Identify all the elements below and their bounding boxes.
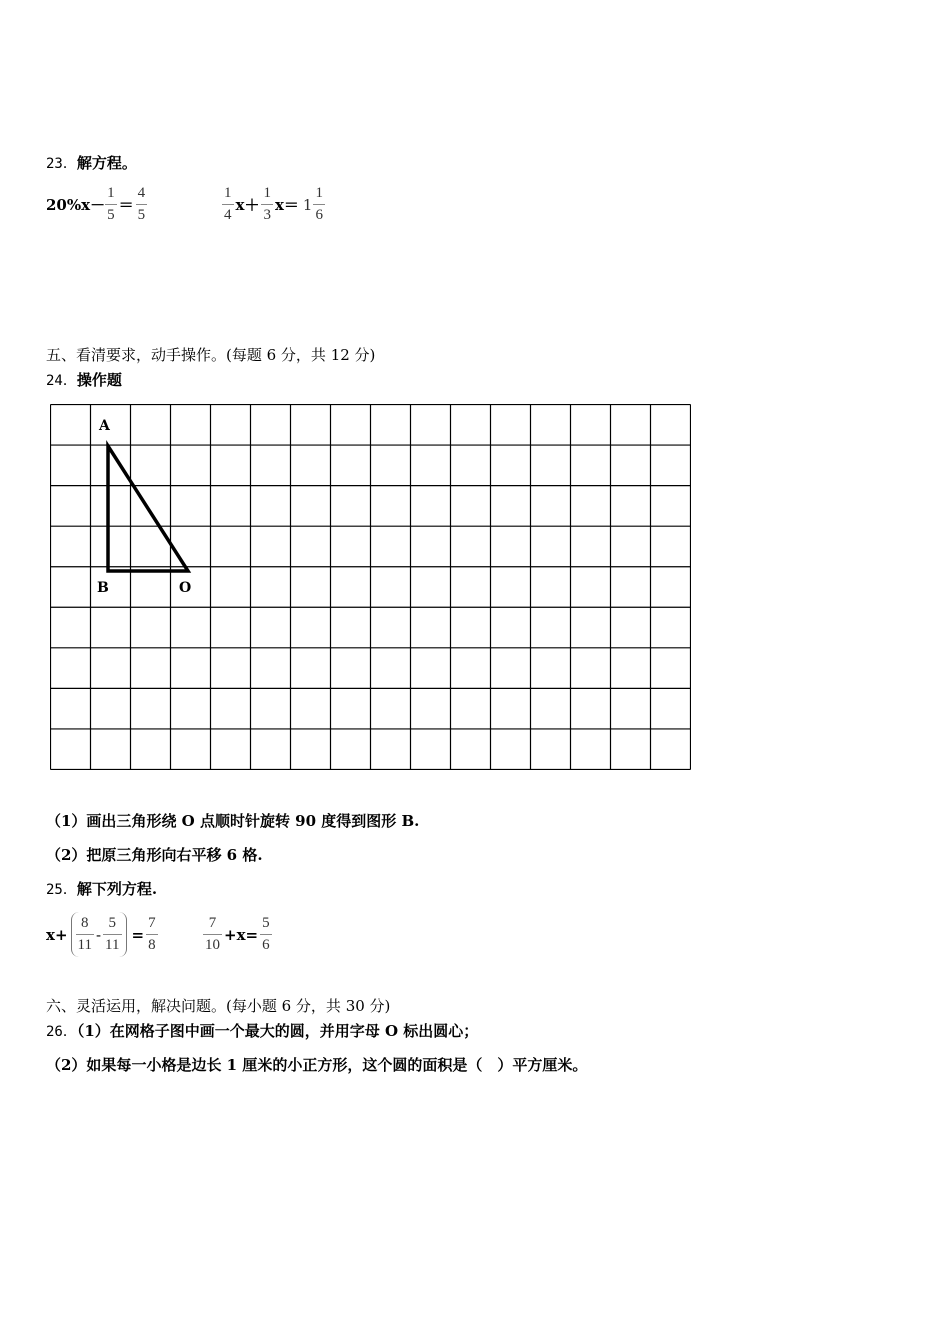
q23-eq1-prefix: 20%x－ [46, 196, 106, 214]
q26-number: 26． [46, 1024, 77, 1040]
q25-eq1-fraction-1: $\frac{8}{11}$ [77, 915, 92, 953]
q25-eq2-mid: +x= [224, 925, 259, 944]
q25-equation-1 [46, 912, 158, 957]
q23-eq2-fraction-1: $\frac{1}{4}$ [224, 185, 232, 223]
q25-eq1-parentheses [71, 912, 127, 957]
q25-eq2-fraction-1: $\frac{7}{10}$ [205, 915, 220, 953]
q24-part-1: （1）画出三角形绕 O 点顺时针旋转 90 度得到图形 B. [46, 812, 420, 830]
triangle-abo [108, 446, 188, 571]
q24-title: 操作题 [76, 371, 122, 389]
label-a: A [99, 418, 110, 434]
q25-eq1-minus: - [95, 925, 102, 944]
q25-eq1-fraction-2: $\frac{5}{11}$ [105, 915, 120, 953]
q23-eq1-fraction-1: $\frac{1}{5}$ [107, 185, 115, 223]
q23-eq2-fraction-2: $\frac{1}{3}$ [263, 185, 271, 223]
q23-equation-2 [222, 186, 325, 223]
q25-eq1-prefix: x+ [46, 925, 68, 944]
q25-heading [46, 878, 157, 899]
q23-heading [46, 152, 137, 173]
q23-eq2-fraction-3: $\frac{1}{6}$ [315, 185, 323, 223]
q23-eq1-equals: ＝ [118, 196, 134, 214]
q25-equation-2 [203, 916, 272, 953]
q23-title: 解方程。 [76, 154, 137, 172]
q23-eq2-mid-2: x＝ [274, 196, 299, 214]
q23-eq2-mid-1: x＋ [235, 196, 260, 214]
q24-grid-figure [50, 404, 691, 770]
q26-line-1 [46, 1020, 478, 1041]
q24-heading [46, 369, 122, 390]
q25-eq1-fraction-3: $\frac{7}{8}$ [148, 915, 156, 953]
q24-grid-svg [50, 404, 691, 770]
q24-part-2: （2）把原三角形向右平移 6 格. [46, 846, 263, 864]
q25-title: 解下列方程. [76, 880, 158, 898]
q23-number: 23． [46, 156, 77, 172]
q25-eq1-equals: = [131, 925, 145, 944]
q26-part-2: （2）如果每一小格是边长 1 厘米的小正方形，这个圆的面积是（ ）平方厘米。 [46, 1056, 588, 1074]
q23-equation-1 [46, 186, 147, 223]
label-o: O [179, 580, 192, 596]
section-5-heading: 五、看清要求，动手操作。(每题 6 分，共 12 分) [46, 346, 376, 364]
q25-number: 25． [46, 882, 77, 898]
q26-part-1: （1）在网格子图中画一个最大的圆，并用字母 O 标出圆心； [76, 1022, 479, 1040]
q23-eq2-mixed-integer: 1 [302, 195, 313, 214]
section-6-heading: 六、灵活运用，解决问题。(每小题 6 分，共 30 分) [46, 997, 391, 1015]
q24-number: 24． [46, 373, 77, 389]
q25-eq2-fraction-2: $\frac{5}{6}$ [262, 915, 270, 953]
label-b: B [97, 580, 109, 596]
q23-eq1-fraction-2: $\frac{4}{5}$ [137, 185, 146, 223]
